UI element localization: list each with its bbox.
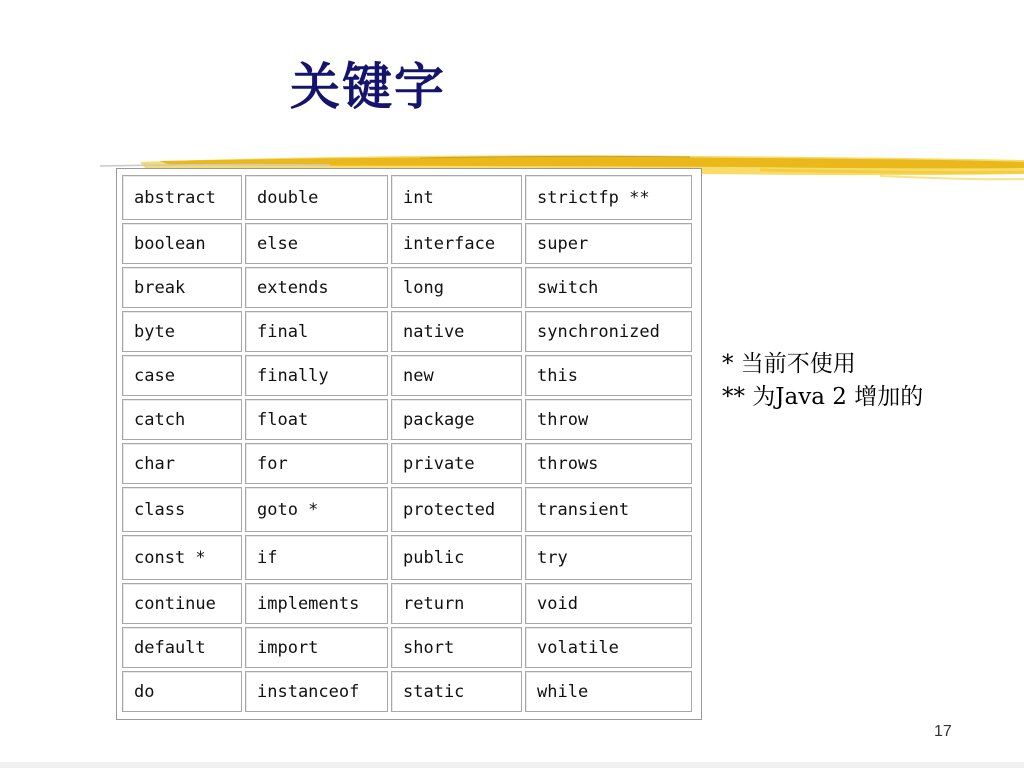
table-cell: const * bbox=[122, 535, 242, 580]
note-java2-added: ** 为Java 2 增加的 bbox=[722, 384, 924, 410]
table-cell: char bbox=[122, 443, 242, 484]
bottom-bar bbox=[0, 762, 1024, 768]
table-cell: throws bbox=[525, 443, 692, 484]
table-cell: final bbox=[245, 311, 388, 352]
table-cell: finally bbox=[245, 355, 388, 396]
table-row bbox=[122, 175, 692, 220]
table-cell: new bbox=[391, 355, 522, 396]
table-cell: do bbox=[122, 671, 242, 712]
table-cell: catch bbox=[122, 399, 242, 440]
table-row bbox=[122, 311, 692, 352]
table-cell: try bbox=[525, 535, 692, 580]
table-cell: else bbox=[245, 223, 388, 264]
table-cell: void bbox=[525, 583, 692, 624]
table-cell: class bbox=[122, 487, 242, 532]
table-cell: synchronized bbox=[525, 311, 692, 352]
table-cell: if bbox=[245, 535, 388, 580]
table-cell: package bbox=[391, 399, 522, 440]
table-cell: default bbox=[122, 627, 242, 668]
table-row bbox=[122, 671, 692, 712]
notes bbox=[722, 348, 923, 414]
table-cell: short bbox=[391, 627, 522, 668]
table-cell: protected bbox=[391, 487, 522, 532]
table-cell: double bbox=[245, 175, 388, 220]
table-row bbox=[122, 267, 692, 308]
table-cell: transient bbox=[525, 487, 692, 532]
table-cell: native bbox=[391, 311, 522, 352]
table-cell: static bbox=[391, 671, 522, 712]
table-cell: switch bbox=[525, 267, 692, 308]
keywords-table bbox=[119, 172, 695, 715]
table-cell: return bbox=[391, 583, 522, 624]
table-cell: break bbox=[122, 267, 242, 308]
table-row bbox=[122, 223, 692, 264]
table-cell: implements bbox=[245, 583, 388, 624]
table-row bbox=[122, 355, 692, 396]
table-cell: for bbox=[245, 443, 388, 484]
table-cell: this bbox=[525, 355, 692, 396]
table-cell: boolean bbox=[122, 223, 242, 264]
table-row bbox=[122, 443, 692, 484]
table-cell: continue bbox=[122, 583, 242, 624]
table-row bbox=[122, 535, 692, 580]
table-cell: abstract bbox=[122, 175, 242, 220]
table-cell: extends bbox=[245, 267, 388, 308]
table-cell: interface bbox=[391, 223, 522, 264]
note-unused: * 当前不使用 bbox=[722, 351, 856, 377]
table-cell: instanceof bbox=[245, 671, 388, 712]
table-cell: int bbox=[391, 175, 522, 220]
table-row bbox=[122, 583, 692, 624]
table-row bbox=[122, 627, 692, 668]
table-cell: import bbox=[245, 627, 388, 668]
table-cell: while bbox=[525, 671, 692, 712]
table-cell: throw bbox=[525, 399, 692, 440]
table-row bbox=[122, 487, 692, 532]
slide-title: 关键字 bbox=[290, 58, 446, 116]
table-cell: byte bbox=[122, 311, 242, 352]
table-cell: float bbox=[245, 399, 388, 440]
table-cell: volatile bbox=[525, 627, 692, 668]
table-cell: case bbox=[122, 355, 242, 396]
keywords-table-frame bbox=[116, 168, 702, 720]
table-cell: long bbox=[391, 267, 522, 308]
table-cell: private bbox=[391, 443, 522, 484]
table-cell: public bbox=[391, 535, 522, 580]
table-cell: goto * bbox=[245, 487, 388, 532]
table-cell: strictfp ** bbox=[525, 175, 692, 220]
table-row bbox=[122, 399, 692, 440]
page-number: 17 bbox=[934, 723, 952, 740]
table-cell: super bbox=[525, 223, 692, 264]
